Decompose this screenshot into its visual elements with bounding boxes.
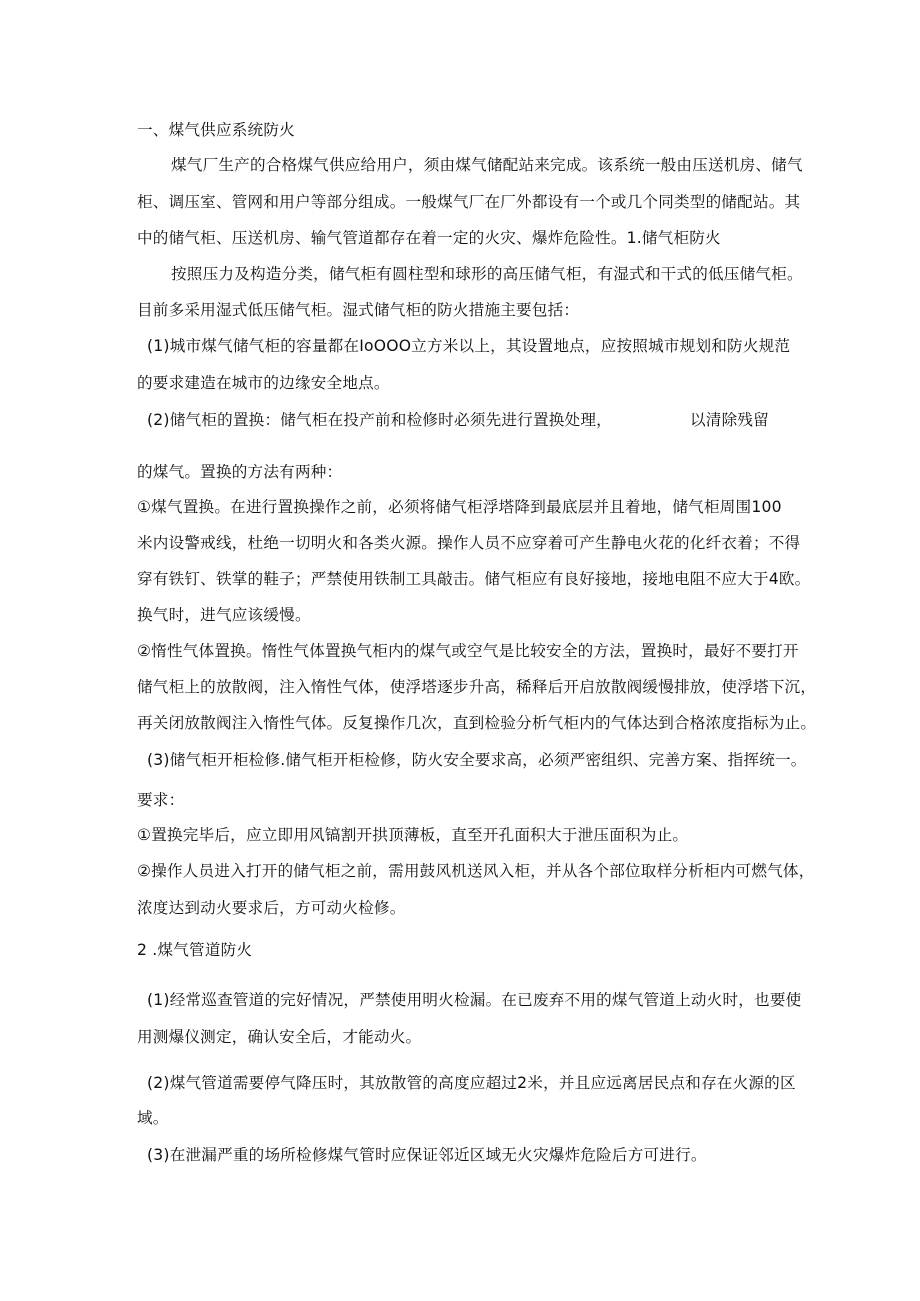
paragraph-line: 目前多采用湿式低压储气柜。湿式储气柜的防火措施主要包括： (137, 301, 580, 319)
paragraph-line: 按照压力及构造分类，储气柜有圆柱型和球形的高压储气柜，有湿式和干式的低压储气柜。 (171, 265, 803, 283)
paragraph-line: 换气时，进气应该缓慢。 (137, 606, 311, 624)
paragraph-line: (3)储气柜开柜检修.储气柜开柜检修，防火安全要求高，必须严密组织、完善方案、指挥统一。 (147, 751, 807, 769)
paragraph-line: (1)经常巡查管道的完好情况，严禁使用明火检漏。在已废弃不用的煤气管道上动火时，也要使 (147, 991, 802, 1009)
paragraph-line: 煤气厂生产的合格煤气供应给用户，须由煤气储配站来完成。该系统一般由压送机房、储气 (171, 156, 803, 174)
paragraph-line: 中的储气柜、压送机房、输气管道都存在着一定的火灾、爆炸危险性。1.储气柜防火 (137, 229, 721, 247)
paragraph-line: 的要求建造在城市的边缘安全地点。 (137, 374, 390, 392)
paragraph-line: ①置换完毕后，应立即用风镐割开拱顶薄板，直至开孔面积大于泄压面积为止。 (137, 826, 689, 844)
section-heading: 2 .煤气管道防火 (137, 941, 253, 959)
paragraph-line: ①煤气置换。在进行置换操作之前，必须将储气柜浮塔降到最底层并且着地，储气柜周围100 (137, 498, 782, 516)
paragraph-line: (3)在泄漏严重的场所检修煤气管时应保证邻近区域无火灾爆炸危险后方可进行。 (147, 1146, 707, 1164)
paragraph-line: ②惰性气体置换。惰性气体置换气柜内的煤气或空气是比较安全的方法，置换时，最好不要打开 (137, 642, 799, 660)
paragraph-line: 要求： (137, 791, 185, 809)
paragraph-line: (1)城市煤气储气柜的容量都在IoOOO立方米以上，其设置地点，应按照城市规划和防火规范 (147, 337, 791, 355)
paragraph-line: 以清除残留 (690, 411, 769, 429)
paragraph-line: (2)储气柜的置换：储气柜在投产前和检修时必须先进行置换处理， (147, 411, 612, 429)
paragraph-line: 再关闭放散阀注入惰性气体。反复操作几次，直到检验分析气柜内的气体达到合格浓度指标为止。 (137, 714, 817, 732)
paragraph-line: 米内设警戒线，杜绝一切明火和各类火源。操作人员不应穿着可产生静电火花的化纤衣着；不得 (137, 534, 801, 552)
paragraph-line: 域。 (137, 1109, 169, 1127)
paragraph-line: (2)煤气管道需要停气降压时，其放散管的高度应超过2米，并且应远离居民点和存在火源的区 (147, 1074, 796, 1092)
paragraph-line: 储气柜上的放散阀，注入惰性气体，使浮塔逐步升高，稀释后开启放散阀缓慢排放，使浮塔下沉， (137, 678, 817, 696)
section-heading: 一、煤气供应系统防火 (137, 121, 295, 139)
paragraph-line: 柜、调压室、管网和用户等部分组成。一般煤气厂在厂外都设有一个或几个同类型的储配站。其 (137, 193, 801, 211)
paragraph-line: 用测爆仪测定，确认安全后，才能动火。 (137, 1028, 422, 1046)
paragraph-line: 的煤气。置换的方法有两种： (137, 463, 343, 481)
paragraph-line: 浓度达到动火要求后，方可动火检修。 (137, 899, 406, 917)
paragraph-line: ②操作人员进入打开的储气柜之前，需用鼓风机送风入柜，并从各个部位取样分析柜内可燃气体， (137, 862, 815, 880)
paragraph-line: 穿有铁钉、铁掌的鞋子；严禁使用铁制工具敲击。储气柜应有良好接地，接地电阻不应大于4欧。 (137, 570, 811, 588)
